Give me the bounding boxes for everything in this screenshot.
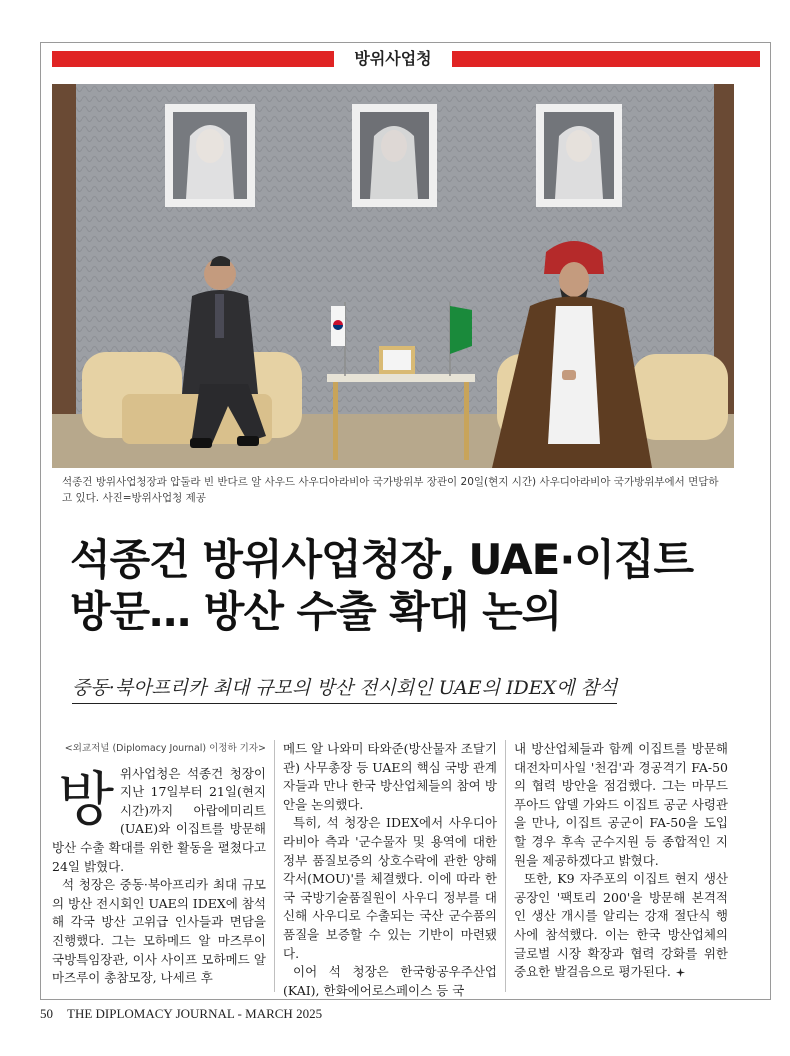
column-divider-1 [274, 740, 275, 992]
article-column-3 [514, 740, 728, 982]
paragraph-1-text: 위사업청은 석종건 청장이 지난 17일부터 21일(현지시간)까지 아랍에미리트(UAE)와 이집트를 방문해 방산 수출 확대를 위한 활동을 펼쳤다고 24일 밝혔다. [52, 765, 266, 874]
paragraph-7 [514, 870, 728, 982]
page-footer [40, 1006, 322, 1022]
paragraph-7-text: 또한, K9 자주포의 이집트 현지 생산공장인 '팩토리 200'을 방문해 본격적인 생산 개시를 알리는 강재 절단식 행사에 참석했다. 이는 한국 방산업체의 글로벌 시장 확장과 협력 강화를 위한 중요한 발걸음으로 평가된다. [514, 871, 728, 980]
end-mark-icon [675, 967, 686, 978]
page-number: 50 [40, 1006, 53, 1021]
article-photo [52, 84, 734, 468]
publication-name: THE DIPLOMACY JOURNAL - MARCH 2025 [67, 1006, 323, 1021]
section-label: 방위사업청 [354, 49, 432, 68]
paragraph-2: 석 청장은 중동·북아프리카 최대 규모의 방산 전시회인 UAE의 IDEX에 참석해 각국 방산 고위급 인사들과 면담을 진행했다. 그는 모하메드 알 마즈루이 국방특임장관, 이사 사이프 모하메드 알 마즈루이 총참모장, 나세르 후 [52, 877, 266, 986]
byline: <외교저널 (Diplomacy Journal) 이정하 기자> [64, 743, 266, 754]
portrait-left [165, 104, 255, 207]
portrait-right [536, 104, 622, 207]
section-bar-left [52, 51, 334, 67]
headline-line-1: 석종건 방위사업청장, UAE·이집트 [70, 535, 694, 584]
article-subhead: 중동·북아프리카 최대 규모의 방산 전시회인 UAE의 IDEX에 참석 [72, 674, 617, 704]
dropcap: 방 [58, 764, 115, 833]
headline-line-2: 방문… 방산 수출 확대 논의 [70, 587, 562, 636]
column-divider-2 [505, 740, 506, 992]
paragraph-3: 메드 알 나와미 타와준(방산물자 조달기관) 사무총장 등 UAE의 핵심 국방 관계자들과 만나 한국 방산업체들의 참여 방안을 논의했다. [283, 741, 497, 812]
portrait-center [352, 104, 437, 207]
paragraph-4: 특히, 석 청장은 IDEX에서 사우디아라비아 측과 '군수물자 및 용역에 대한 정부 품질보증의 상호수락에 관한 양해각서(MOU)'를 체결했다. 이에 따라 한국 국방기술품질원이 사우디 정부를 대신해 사우디로 수출되는 국산 군수품의 품질을 보증할 수 있는 기반이 마련됐다. [283, 815, 497, 961]
article-column-2 [283, 740, 497, 1000]
section-bar-right [452, 51, 760, 67]
article-headline [70, 534, 730, 638]
paragraph-1 [52, 765, 266, 877]
article-column-1 [52, 740, 266, 988]
photo-caption: 석종건 방위사업청장과 압둘라 빈 반다르 알 사우드 사우디아라비아 국가방위부 장관이 20일(현지 시간) 사우디아라비아 국가방위부에서 면담하고 있다. 사진=방위사업청 제공 [62, 476, 719, 504]
paragraph-5: 이어 석 청장은 한국항공우주산업(KAI), 한화에어로스페이스 등 국 [283, 964, 497, 998]
paragraph-6: 내 방산업체들과 함께 이집트를 방문해 대전차미사일 '천검'과 경공격기 FA-50의 협력 방안을 점검했다. 그는 마무드 푸아드 압델 가와드 이집트 공군 사령관을 만나, 이집트 공군이 FA-50을 도입할 경우 후속 군수지원 등 종합적인 지원을 제공하겠다고 밝혔다. [514, 741, 728, 868]
